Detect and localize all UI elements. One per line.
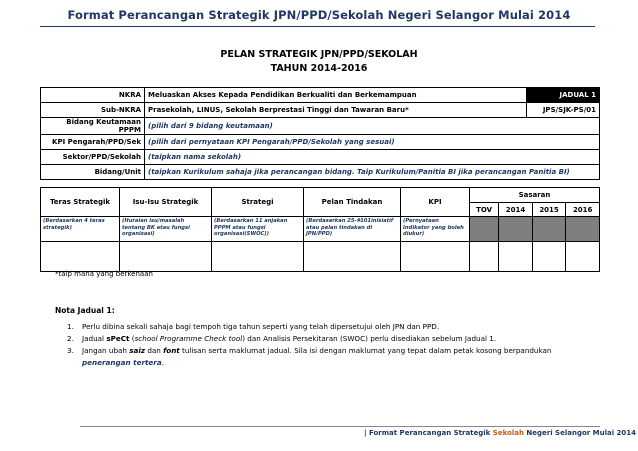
header-2014: 2014: [499, 203, 533, 217]
shaded-cell: [499, 217, 533, 242]
info-label: NKRA: [41, 88, 145, 103]
plan-table: [40, 187, 600, 272]
note-isu: (Huraian isu/masalah tentang BK atau fungsi organisasi): [120, 217, 212, 242]
document-subtitle: TAHUN 2014-2016: [270, 63, 368, 74]
page-footer: | Format Perancangan Strategik Sekolah Negeri Selangor Mulai 2014: [364, 429, 637, 437]
guidance-row: [41, 217, 600, 242]
footer-divider: [80, 426, 600, 427]
info-row-bidang-keutamaan: [41, 118, 600, 135]
header-teras: Teras Strategik: [41, 188, 120, 217]
info-value: (taipkan nama sekolah): [145, 150, 600, 165]
empty-cell[interactable]: [212, 242, 304, 272]
document-title: PELAN STRATEGIK JPN/PPD/SEKOLAH: [220, 49, 418, 60]
footnote: *taip mana yang berkenaan: [55, 270, 153, 278]
header-divider: [40, 26, 595, 27]
empty-cell[interactable]: [120, 242, 212, 272]
page-header: Format Perancangan Strategik JPN/PPD/Sekolah Negeri Selangor Mulai 2014: [67, 8, 571, 22]
empty-cell[interactable]: [470, 242, 499, 272]
info-label: KPI Pengarah/PPD/Sek: [41, 135, 145, 150]
empty-cell[interactable]: [304, 242, 401, 272]
info-label: Bidang/Unit: [41, 165, 145, 180]
shaded-cell: [532, 217, 566, 242]
note-kpi: (Pernyataan Indikator yang boleh diukur): [401, 217, 470, 242]
nota-heading: Nota Jadual 1:: [55, 306, 115, 315]
info-label: Sektor/PPD/Sekolah: [41, 150, 145, 165]
info-row-sektor: [41, 150, 600, 165]
header-2016: 2016: [566, 203, 600, 217]
info-value: (pilih dari pernyataan KPI Pengarah/PPD/Sekolah yang sesuai): [145, 135, 600, 150]
note-pelan: (Berdasarkan 25-#101inisiatif atau pelan tindakan di JPN/PPD): [304, 217, 401, 242]
info-row-nkra: [41, 88, 600, 103]
nota-list: [67, 321, 587, 369]
header-sasaran: Sasaran: [470, 188, 600, 203]
info-value: Meluaskan Akses Kepada Pendidikan Berkualiti dan Berkemampuan: [145, 88, 527, 103]
info-label: Sub-NKRA: [41, 103, 145, 118]
info-table: [40, 87, 600, 180]
header-kpi: KPI: [401, 188, 470, 217]
header-2015: 2015: [532, 203, 566, 217]
info-label: Bidang Keutamaan PPPM: [41, 118, 145, 135]
shaded-cell: [470, 217, 499, 242]
empty-row: [41, 242, 600, 272]
nota-item: 2. Jadual sPeCt (school Programme Check tool) dan Analisis Persekitaran (SWOC) perlu disediakan sebelum Jadual 1.: [67, 334, 497, 343]
info-value: (taipkan Kurikulum sahaja jika perancangan bidang. Taip Kurikulum/Panitia BI jika perancangan Panitia BI): [145, 165, 600, 180]
nota-item: 3. Jangan ubah saiz dan font tulisan serta maklumat jadual. Sila isi dengan maklumat yang tepat dalam petak kosong berpandukan penerangan tertera.: [67, 346, 552, 367]
jadual-badge: JADUAL 1: [527, 88, 600, 103]
empty-cell[interactable]: [401, 242, 470, 272]
header-pelan: Pelan Tindakan: [304, 188, 401, 217]
info-row-kpi: [41, 135, 600, 150]
header-strategi: Strategi: [212, 188, 304, 217]
note-teras: (Berdasarkan 4 teras strategik): [41, 217, 120, 242]
header-tov: TOV: [470, 203, 499, 217]
header-isu: Isu-Isu Strategik: [120, 188, 212, 217]
empty-cell[interactable]: [566, 242, 600, 272]
shaded-cell: [566, 217, 600, 242]
empty-cell[interactable]: [499, 242, 533, 272]
empty-cell[interactable]: [532, 242, 566, 272]
document-code: JPS/SJK-PS/01: [527, 103, 600, 118]
info-row-sub-nkra: [41, 103, 600, 118]
note-strategi: (Berdasarkan 11 anjakan PPPM atau fungsi organisasi(SWOC)): [212, 217, 304, 242]
info-value: (pilih dari 9 bidang keutamaan): [145, 118, 600, 135]
empty-cell[interactable]: [41, 242, 120, 272]
nota-item: 1. Perlu dibina sekali sahaja bagi tempoh tiga tahun seperti yang telah dipersetujui oleh JPN dan PPD.: [67, 322, 440, 331]
info-value: Prasekolah, LINUS, Sekolah Berprestasi Tinggi dan Tawaran Baru*: [145, 103, 527, 118]
info-row-bidang-unit: [41, 165, 600, 180]
